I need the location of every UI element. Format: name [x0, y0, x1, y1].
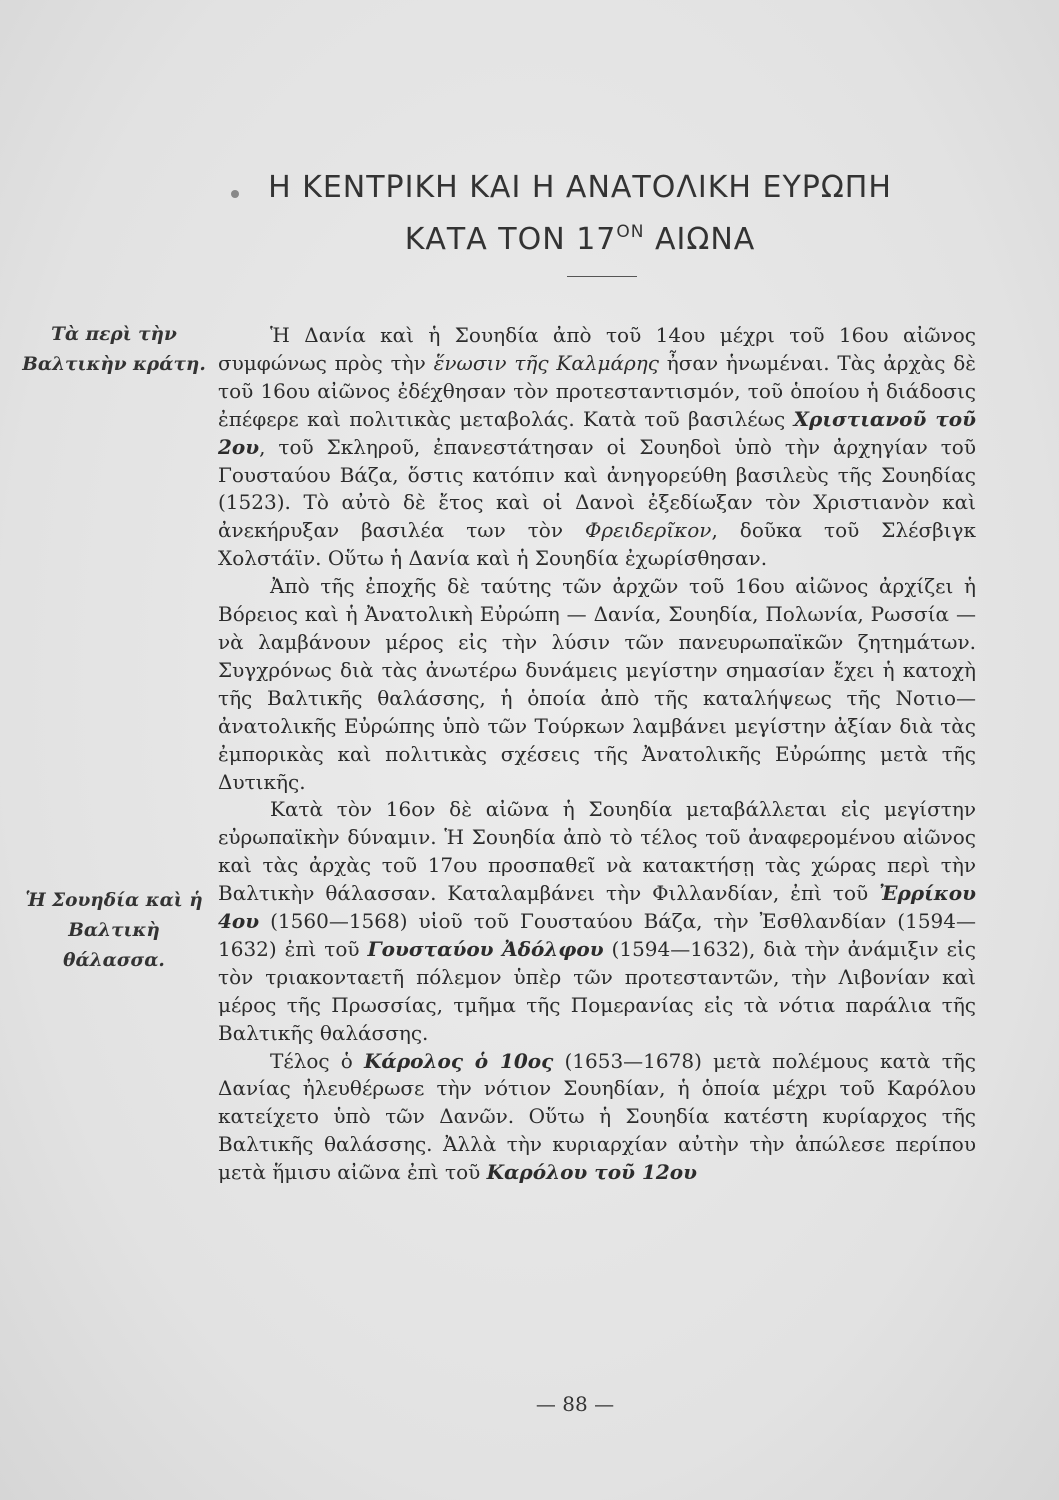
text-run: Κατὰ τὸν 16ον δὲ αἰῶνα ἡ Σουηδία μεταβάλλεται εἰς μεγίστην εὐρωπαϊκὴν δύναμιν. Ἡ Σουηδία ἀπὸ τὸ τέλος τοῦ ἀναφερομένου αἰῶνος καὶ τὰς ἀρχὰς τοῦ 17ου προσπαθεῖ νὰ κατακτήσῃ τὰς χώρας περὶ τὴν Βαλτικὴν θάλασσαν. Καταλαμβάνει τὴν Φιλλανδίαν, ἐπὶ τοῦ [218, 797, 976, 906]
text-run: , δοῦκα τοῦ Σλέσβιγκ Χολστάϊν. Οὕτω ἡ Δανία καὶ ἡ Σουηδία ἐχωρίσθησαν. [218, 518, 976, 571]
emphasis-charles-10: Κάρολος ὁ 10ος [364, 1048, 554, 1073]
text-run: (1560—1568) υἱοῦ τοῦ Γουσταύου Βάζα, τὴν Ἐσθλανδίαν (1594—1632) ἐπὶ τοῦ [218, 909, 976, 961]
paragraph-2: Ἀπὸ τῆς ἐποχῆς δὲ ταύτης τῶν ἀρχῶν τοῦ 16ου αἰῶνος ἀρχίζει ἡ Βόρειος καὶ ἡ Ἀνατολικὴ Εὐρώπη — Δανία, Σουηδία, Πολωνία, Ρωσσία — νὰ λαμβάνουν μέρος εἰς τὴν λύσιν τῶν πανευρωπαϊκῶν ζητημάτων. Συγχρόνως διὰ τὰς ἀνωτέρω δυνάμεις μεγίστην σημασίαν ἔχει ἡ κατοχὴ τῆς Βαλτικῆς θαλάσσης, ἡ ὁποία ἀπὸ τῆς καταλήψεως τῆς Νοτιο—ἀνατολικῆς Εὐρώπης ὑπὸ τῶν Τούρκων λαμβάνει μεγίστην ἀξίαν διὰ τὰς ἐμπορικὰς καὶ πολιτικὰς σχέσεις τῆς Ἀνατολικῆς Εὐρώπης μετὰ τῆς Δυτικῆς. [218, 574, 976, 794]
main-text [218, 322, 976, 1187]
text-run: Ἡ Δανία καὶ ἡ Σουηδία ἀπὸ τοῦ 14ου μέχρι τοῦ 16ου αἰῶνος συμφώνως πρὸς τὴν [218, 323, 976, 375]
margin-note-sweden-baltic-sea: Ἡ Σουηδία καὶ ἡ Βαλτικὴ θάλασσα. [25, 890, 203, 971]
emphasis-eric-4: Ἐρρίκου 4ου [218, 881, 976, 934]
title-line2-start: ΚΑΤΑ ΤΟΝ 17 [404, 222, 617, 257]
title-superscript: ΟΝ [616, 222, 645, 242]
text-run: ἦσαν ἡνωμέναι. Τὰς ἀρχὰς δὲ τοῦ 16ου αἰῶνος ἐδέχθησαν τὸν προτεσταντισμόν, τοῦ ὁποίου ἡ διάδοσις ἐπέφερε καὶ πολιτικὰς μεταβολάς. Κατὰ τοῦ βασιλέως [218, 350, 976, 431]
text-run: (1594—1632), διὰ τὴν ἀνάμιξιν εἰς τὸν τριακονταετῆ πόλεμον ὑπὲρ τῶν προτεσταντῶν, τὴν Λιβονίαν καὶ μέρος τῆς Πρωσσίας, τμῆμα τῆς Πομερανίας εἰς τὰ νότια παράλια τῆς Βαλτικῆς θαλάσσης. [218, 936, 976, 1045]
title-line2-end: ΑΙΩΝΑ [644, 222, 756, 257]
chapter-title-line1: Η ΚΕΝΤΡΙΚΗ ΚΑΙ Η ΑΝΑΤΟΛΙΚΗ ΕΥΡΩΠΗ [268, 170, 892, 205]
paragraph-4 [218, 1048, 976, 1188]
emphasis-frederick: Φρειδερῖκον [585, 518, 712, 543]
margin-note-baltic-states: Τὰ περὶ τὴν Βαλτικὴν κράτη. [22, 324, 206, 375]
paragraph-3 [218, 796, 976, 1047]
emphasis-kalmar-union: ἕνωσιν τῆς Καλμάρης [433, 350, 659, 375]
title-divider [567, 276, 637, 277]
text-run: Τέλος ὁ [270, 1048, 365, 1073]
page-number: — 88 — [535, 1392, 615, 1416]
emphasis-christian-2: Χριστιανοῦ τοῦ 2ου [218, 406, 976, 459]
emphasis-gustavus-adolphus: Γουσταύου Ἀδόλφου [367, 936, 604, 961]
chapter-title-line2 [80, 222, 1059, 257]
emphasis-charles-12: Καρόλου τοῦ 12ου [486, 1160, 697, 1185]
text-run: (1653—1678) μετὰ πολέμους κατὰ τῆς Δανίας ἠλευθέρωσε τὴν νότιον Σουηδίαν, ἡ ὁποία μέχρι τοῦ Καρόλου κατείχετο ὑπὸ τῶν Δανῶν. Οὕτω ἡ Σουηδία κατέστη κυρίαρχος τῆς Βαλτικῆς θαλάσσης. Ἀλλὰ τὴν κυριαρχίαν αὐτὴν τὴν ἀπώλεσε περίπου μετὰ ἥμισυ αἰῶνα ἐπὶ τοῦ [218, 1048, 976, 1185]
text-run: , τοῦ Σκληροῦ, ἐπανεστάτησαν οἱ Σουηδοὶ ὑπὸ τὴν ἀρχηγίαν τοῦ Γουσταύου Βάζα, ὅστις κατόπιν καὶ ἀνηγορεύθη βασιλεὺς τῆς Σουηδίας (1523). Τὸ αὐτὸ δὲ ἔτος καὶ οἱ Δανοὶ ἐξεδίωξαν τὸν Χριστιανὸν καὶ ἀνεκήρυξαν βασιλέα των τὸν [218, 434, 976, 543]
paragraph-1 [218, 322, 976, 573]
